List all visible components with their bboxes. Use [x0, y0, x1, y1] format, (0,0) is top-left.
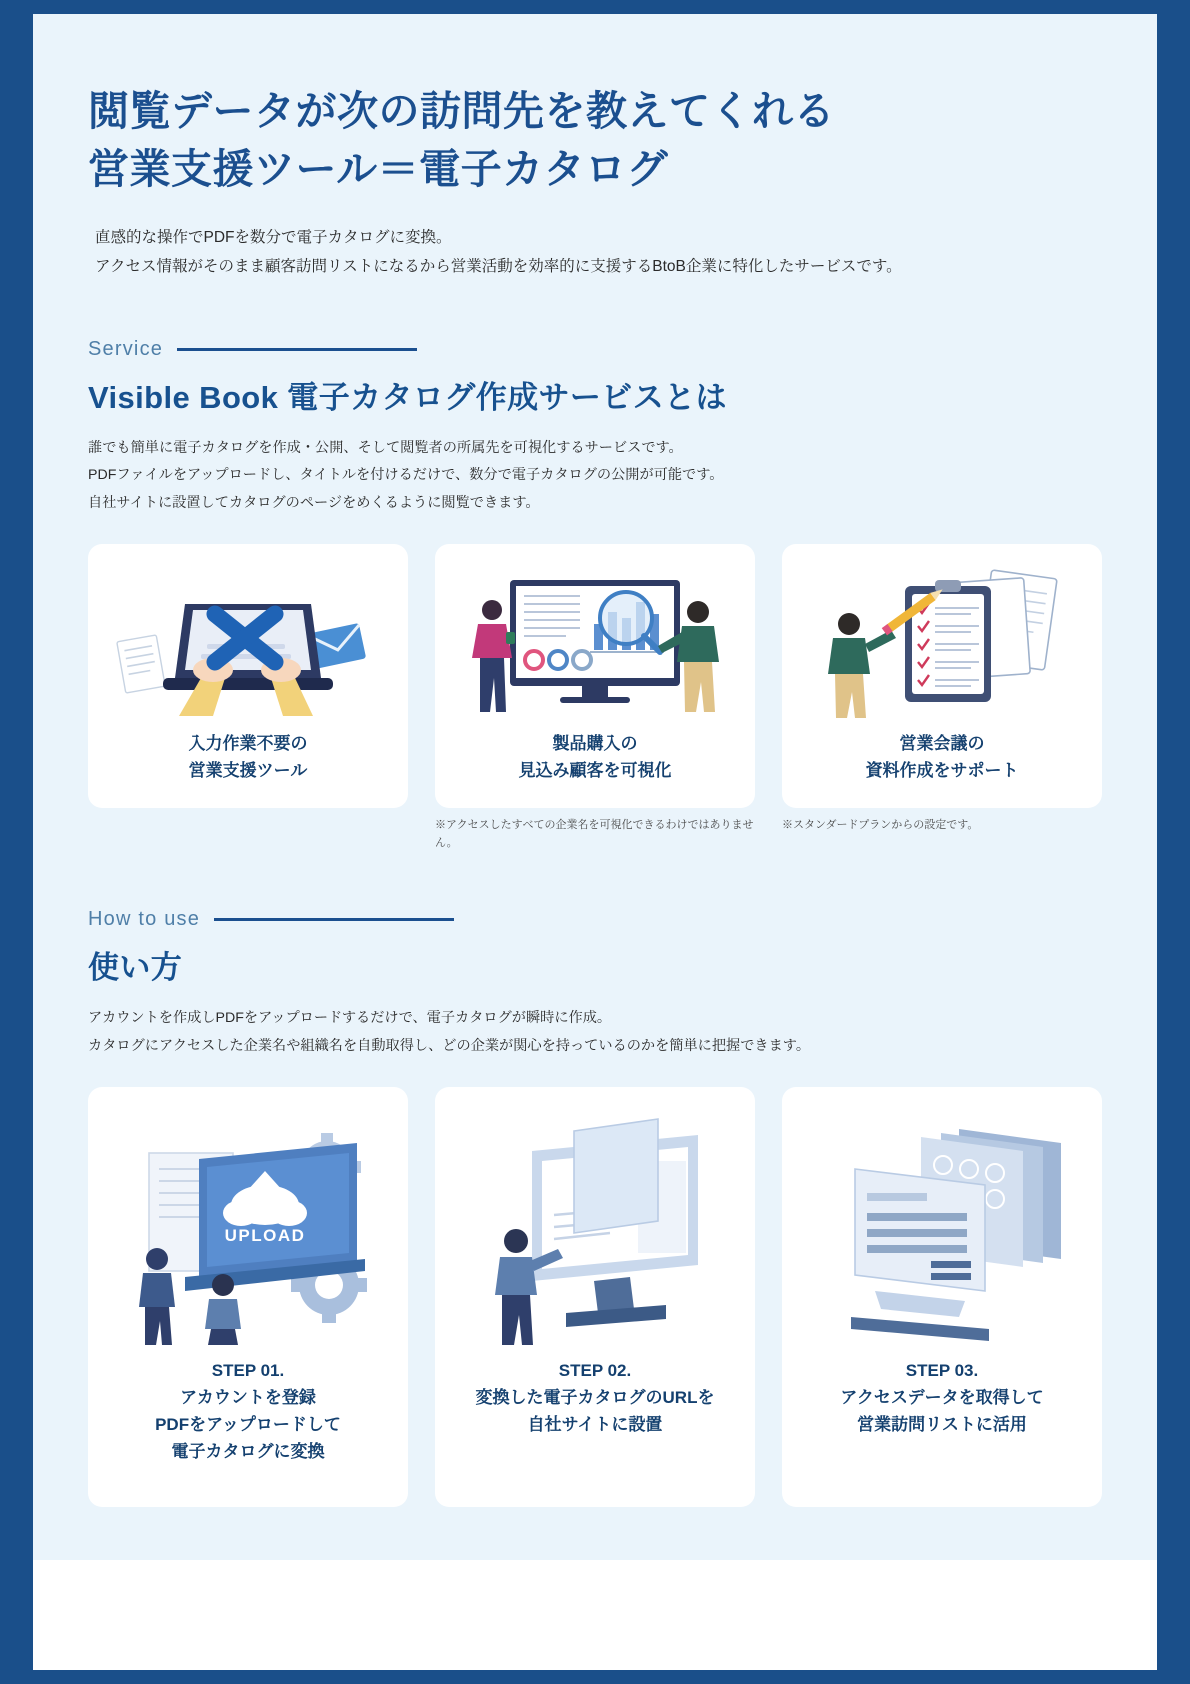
step-line-2: 営業訪問リストに活用: [857, 1415, 1027, 1435]
caption-line-2: 資料作成をサポート: [865, 761, 1019, 781]
service-body-line-2: PDFファイルをアップロードし、タイトルを付けるだけで、数分で電子カタログの公開が可能です。: [88, 467, 724, 484]
step-line-2: 自社サイトに設置: [527, 1415, 663, 1435]
caption-line-1: 営業会議の: [899, 733, 985, 753]
access-data-list-icon: [809, 1109, 1075, 1345]
step-label: STEP 02.: [558, 1360, 632, 1380]
howto-eyebrow: [88, 908, 1102, 931]
howto-body-line-1: アカウントを作成しPDFをアップロードするだけで、電子カタログが瞬時に作成。: [88, 1010, 612, 1027]
service-card-caption: [189, 730, 308, 784]
content-inner: [33, 14, 1157, 1560]
step-line-1: アカウントを登録: [180, 1387, 316, 1407]
eyebrow-rule: [177, 348, 417, 351]
hero-lede: [88, 224, 1102, 281]
service-body-line-3: 自社サイトに設置してカタログのページをめくるように閲覧できます。: [88, 495, 540, 512]
step-line-1: 変換した電子カタログのURLを: [475, 1387, 715, 1407]
howto-body-line-2: カタログにアクセスした企業名や組織名を自動取得し、どの企業が関心を持っているのかを簡単に把握できます。: [88, 1038, 811, 1055]
page-title: [88, 82, 1102, 198]
step-line-1: アクセスデータを取得して: [840, 1387, 1044, 1407]
caption-line-1: 製品購入の: [552, 733, 638, 753]
step-label: STEP 03.: [905, 1360, 979, 1380]
service-body: [88, 435, 1102, 518]
service-body-line-1: 誰でも簡単に電子カタログを作成・公開、そして閲覧者の所属先を可視化するサービスです。: [88, 439, 683, 456]
service-card-note: ※アクセスしたすべての企業名を可視化できるわけではありません。: [435, 819, 754, 849]
howto-step-caption: [476, 1357, 715, 1439]
service-eyebrow-label: Service: [88, 337, 164, 360]
step-line-3: 電子カタログに変換: [171, 1442, 325, 1462]
eyebrow-rule: [214, 918, 454, 921]
headline-line-1: 閲覧データが次の訪問先を教えてくれる: [88, 88, 835, 134]
howto-title: 使い方: [88, 950, 183, 986]
howto-card-row: [88, 1087, 1102, 1507]
howto-section: [88, 908, 1102, 1506]
howto-step-caption: [155, 1357, 341, 1466]
howto-step-card: [435, 1087, 755, 1507]
howto-step-caption: [840, 1357, 1043, 1439]
sheet-footer-blank: [33, 1560, 1157, 1670]
service-card: [435, 544, 755, 808]
svg-text:UPLOAD: UPLOAD: [224, 1225, 306, 1245]
howto-eyebrow-label: How to use: [88, 908, 201, 931]
service-card-caption: [519, 730, 672, 784]
service-card: [782, 544, 1102, 808]
service-eyebrow: [88, 338, 1102, 361]
monitor-embed-site-icon: [462, 1109, 728, 1345]
howto-step-card: [782, 1087, 1102, 1507]
service-title: Visible Book 電子カタログ作成サービスとは: [88, 379, 727, 415]
service-card-row: [88, 544, 1102, 808]
content-sheet: [33, 14, 1157, 1560]
note-spacer: [88, 808, 408, 852]
service-notes-row: [88, 808, 1102, 852]
service-card-note: ※スタンダードプランからの設定です。: [782, 819, 979, 832]
service-card-caption: [866, 730, 1019, 784]
step-label: STEP 01.: [211, 1360, 285, 1380]
monitor-analytics-people-icon: [462, 566, 728, 718]
howto-step-card: [88, 1087, 408, 1507]
hero-lede-line-1: 直感的な操作でPDFを数分で電子カタログに変換。: [95, 229, 452, 247]
checklist-documents-person-icon: [809, 566, 1075, 718]
upload-cloud-gears-icon: [115, 1109, 381, 1345]
laptop-hands-no-input-icon: [115, 566, 381, 718]
howto-body: [88, 1005, 1102, 1060]
caption-line-2: 営業支援ツール: [188, 761, 308, 781]
caption-line-1: 入力作業不要の: [188, 733, 308, 753]
hero-lede-line-2: アクセス情報がそのまま顧客訪問リストになるから営業活動を効率的に支援するBtoB企業に特化したサービスです。: [95, 258, 902, 276]
step-line-2: PDFをアップロードして: [155, 1415, 341, 1435]
service-section: [88, 338, 1102, 853]
service-card: [88, 544, 408, 808]
headline-line-2: 営業支援ツール＝電子カタログ: [88, 146, 669, 193]
caption-line-2: 見込み顧客を可視化: [518, 761, 672, 781]
